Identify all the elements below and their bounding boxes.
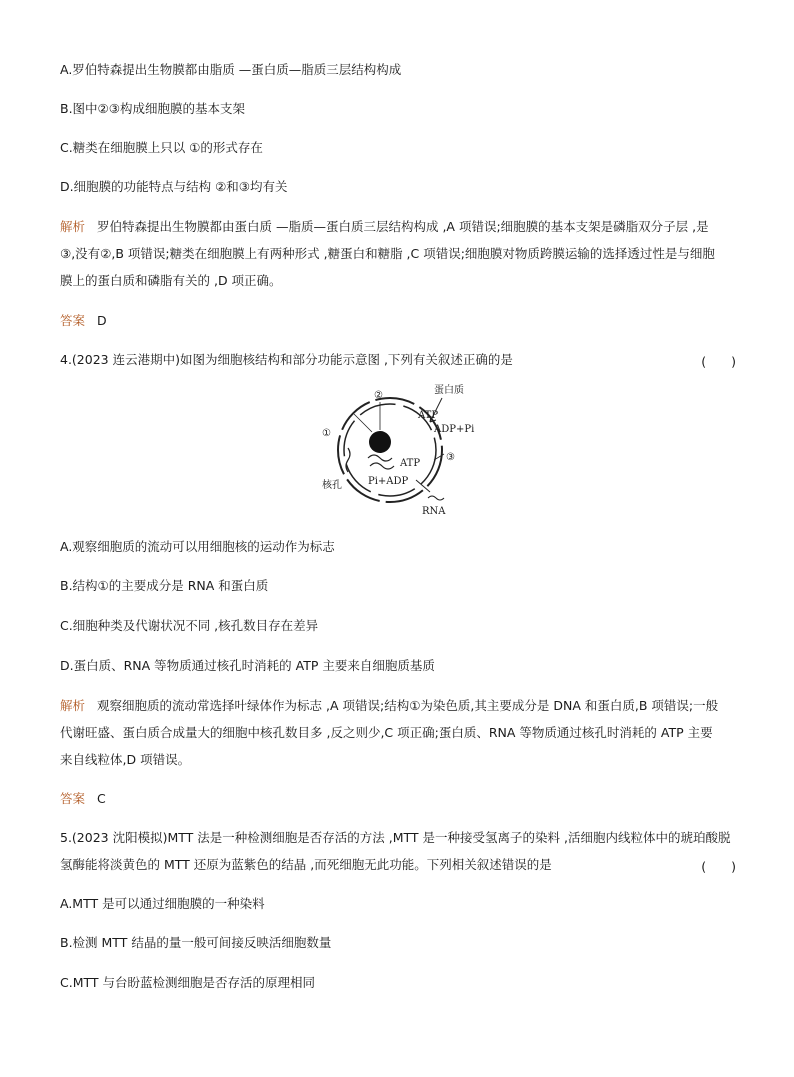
q5-stem-line-2: 氢酶能将淡黄色的 MTT 还原为蓝紫色的结晶 ,而死细胞无此功能。下列相关叙述错误的是 — [60, 857, 552, 872]
answer-value: C — [97, 791, 106, 806]
q4-analysis-line-3: 来自线粒体,D 项错误。 — [60, 752, 191, 767]
q3-option-d: D.细胞膜的功能特点与结构 ②和③均有关 — [60, 179, 288, 194]
label-3: ③ — [446, 452, 455, 463]
q5-option-c: C.MTT 与台盼蓝检测细胞是否存活的原理相同 — [60, 975, 316, 990]
label-adp-pi: ADP+Pi — [434, 424, 475, 435]
answer-label: 答案 — [60, 313, 86, 328]
q3-analysis-line-1 — [60, 219, 709, 235]
q3-answer — [60, 313, 107, 329]
label-atp-2: ATP — [400, 458, 421, 469]
nucleus-diagram — [310, 380, 490, 520]
label-rna: RNA — [422, 506, 446, 517]
q4-stem: 4.(2023 连云港期中)如图为细胞核结构和部分功能示意图 ,下列有关叙述正确的是 — [60, 352, 513, 367]
analysis-text: 罗伯特森提出生物膜都由蛋白质 —脂质—蛋白质三层结构构成 ,A 项错误;细胞膜的基本支架是磷脂双分子层 ,是 — [97, 219, 709, 234]
q3-option-b: B.图中②③构成细胞膜的基本支架 — [60, 101, 245, 116]
q4-answer — [60, 791, 106, 807]
label-pi-adp: Pi+ADP — [368, 476, 409, 487]
q5-answer-paren: ( ) — [701, 859, 736, 874]
q5-option-a: A.MTT 是可以通过细胞膜的一种染料 — [60, 896, 265, 911]
label-atp-1: ATP — [418, 410, 439, 421]
q4-analysis-line-2: 代谢旺盛、蛋白质合成量大的细胞中核孔数目多 ,反之则少,C 项正确;蛋白质、RNA 等物质通过核孔时消耗的 ATP 主要 — [60, 725, 713, 740]
q3-option-a: A.罗伯特森提出生物膜都由脂质 —蛋白质—脂质三层结构构成 — [60, 62, 402, 77]
q4-answer-paren: ( ) — [701, 354, 736, 369]
label-nuclear-pore: 核孔 — [322, 480, 342, 491]
analysis-label: 解析 — [60, 698, 86, 713]
label-1: ① — [322, 428, 331, 439]
q3-analysis-line-2: ③,没有②,B 项错误;糖类在细胞膜上有两种形式 ,糖蛋白和糖脂 ,C 项错误;细胞膜对物质跨膜运输的选择透过性是与细胞 — [60, 246, 715, 261]
q4-analysis-line-1 — [60, 698, 718, 714]
analysis-text: 观察细胞质的流动常选择叶绿体作为标志 ,A 项错误;结构①为染色质,其主要成分是 DNA 和蛋白质,B 项错误;一般 — [97, 698, 719, 713]
analysis-label: 解析 — [60, 219, 86, 234]
q4-option-b: B.结构①的主要成分是 RNA 和蛋白质 — [60, 578, 269, 593]
label-protein: 蛋白质 — [434, 385, 464, 396]
q3-analysis-line-3: 膜上的蛋白质和磷脂有关的 ,D 项正确。 — [60, 273, 282, 288]
q4-option-a: A.观察细胞质的流动可以用细胞核的运动作为标志 — [60, 539, 335, 554]
answer-value: D — [97, 313, 107, 328]
answer-label: 答案 — [60, 791, 86, 806]
label-2: ② — [374, 390, 383, 401]
q5-stem-line-1: 5.(2023 沈阳模拟)MTT 法是一种检测细胞是否存活的方法 ,MTT 是一种接受氢离子的染料 ,活细胞内线粒体中的琥珀酸脱 — [60, 830, 731, 845]
q3-option-c: C.糖类在细胞膜上只以 ①的形式存在 — [60, 140, 263, 155]
q5-option-b: B.检测 MTT 结晶的量一般可间接反映活细胞数量 — [60, 935, 332, 950]
q4-option-c: C.细胞种类及代谢状况不同 ,核孔数目存在差异 — [60, 618, 319, 633]
q4-option-d: D.蛋白质、RNA 等物质通过核孔时消耗的 ATP 主要来自细胞质基质 — [60, 658, 435, 673]
